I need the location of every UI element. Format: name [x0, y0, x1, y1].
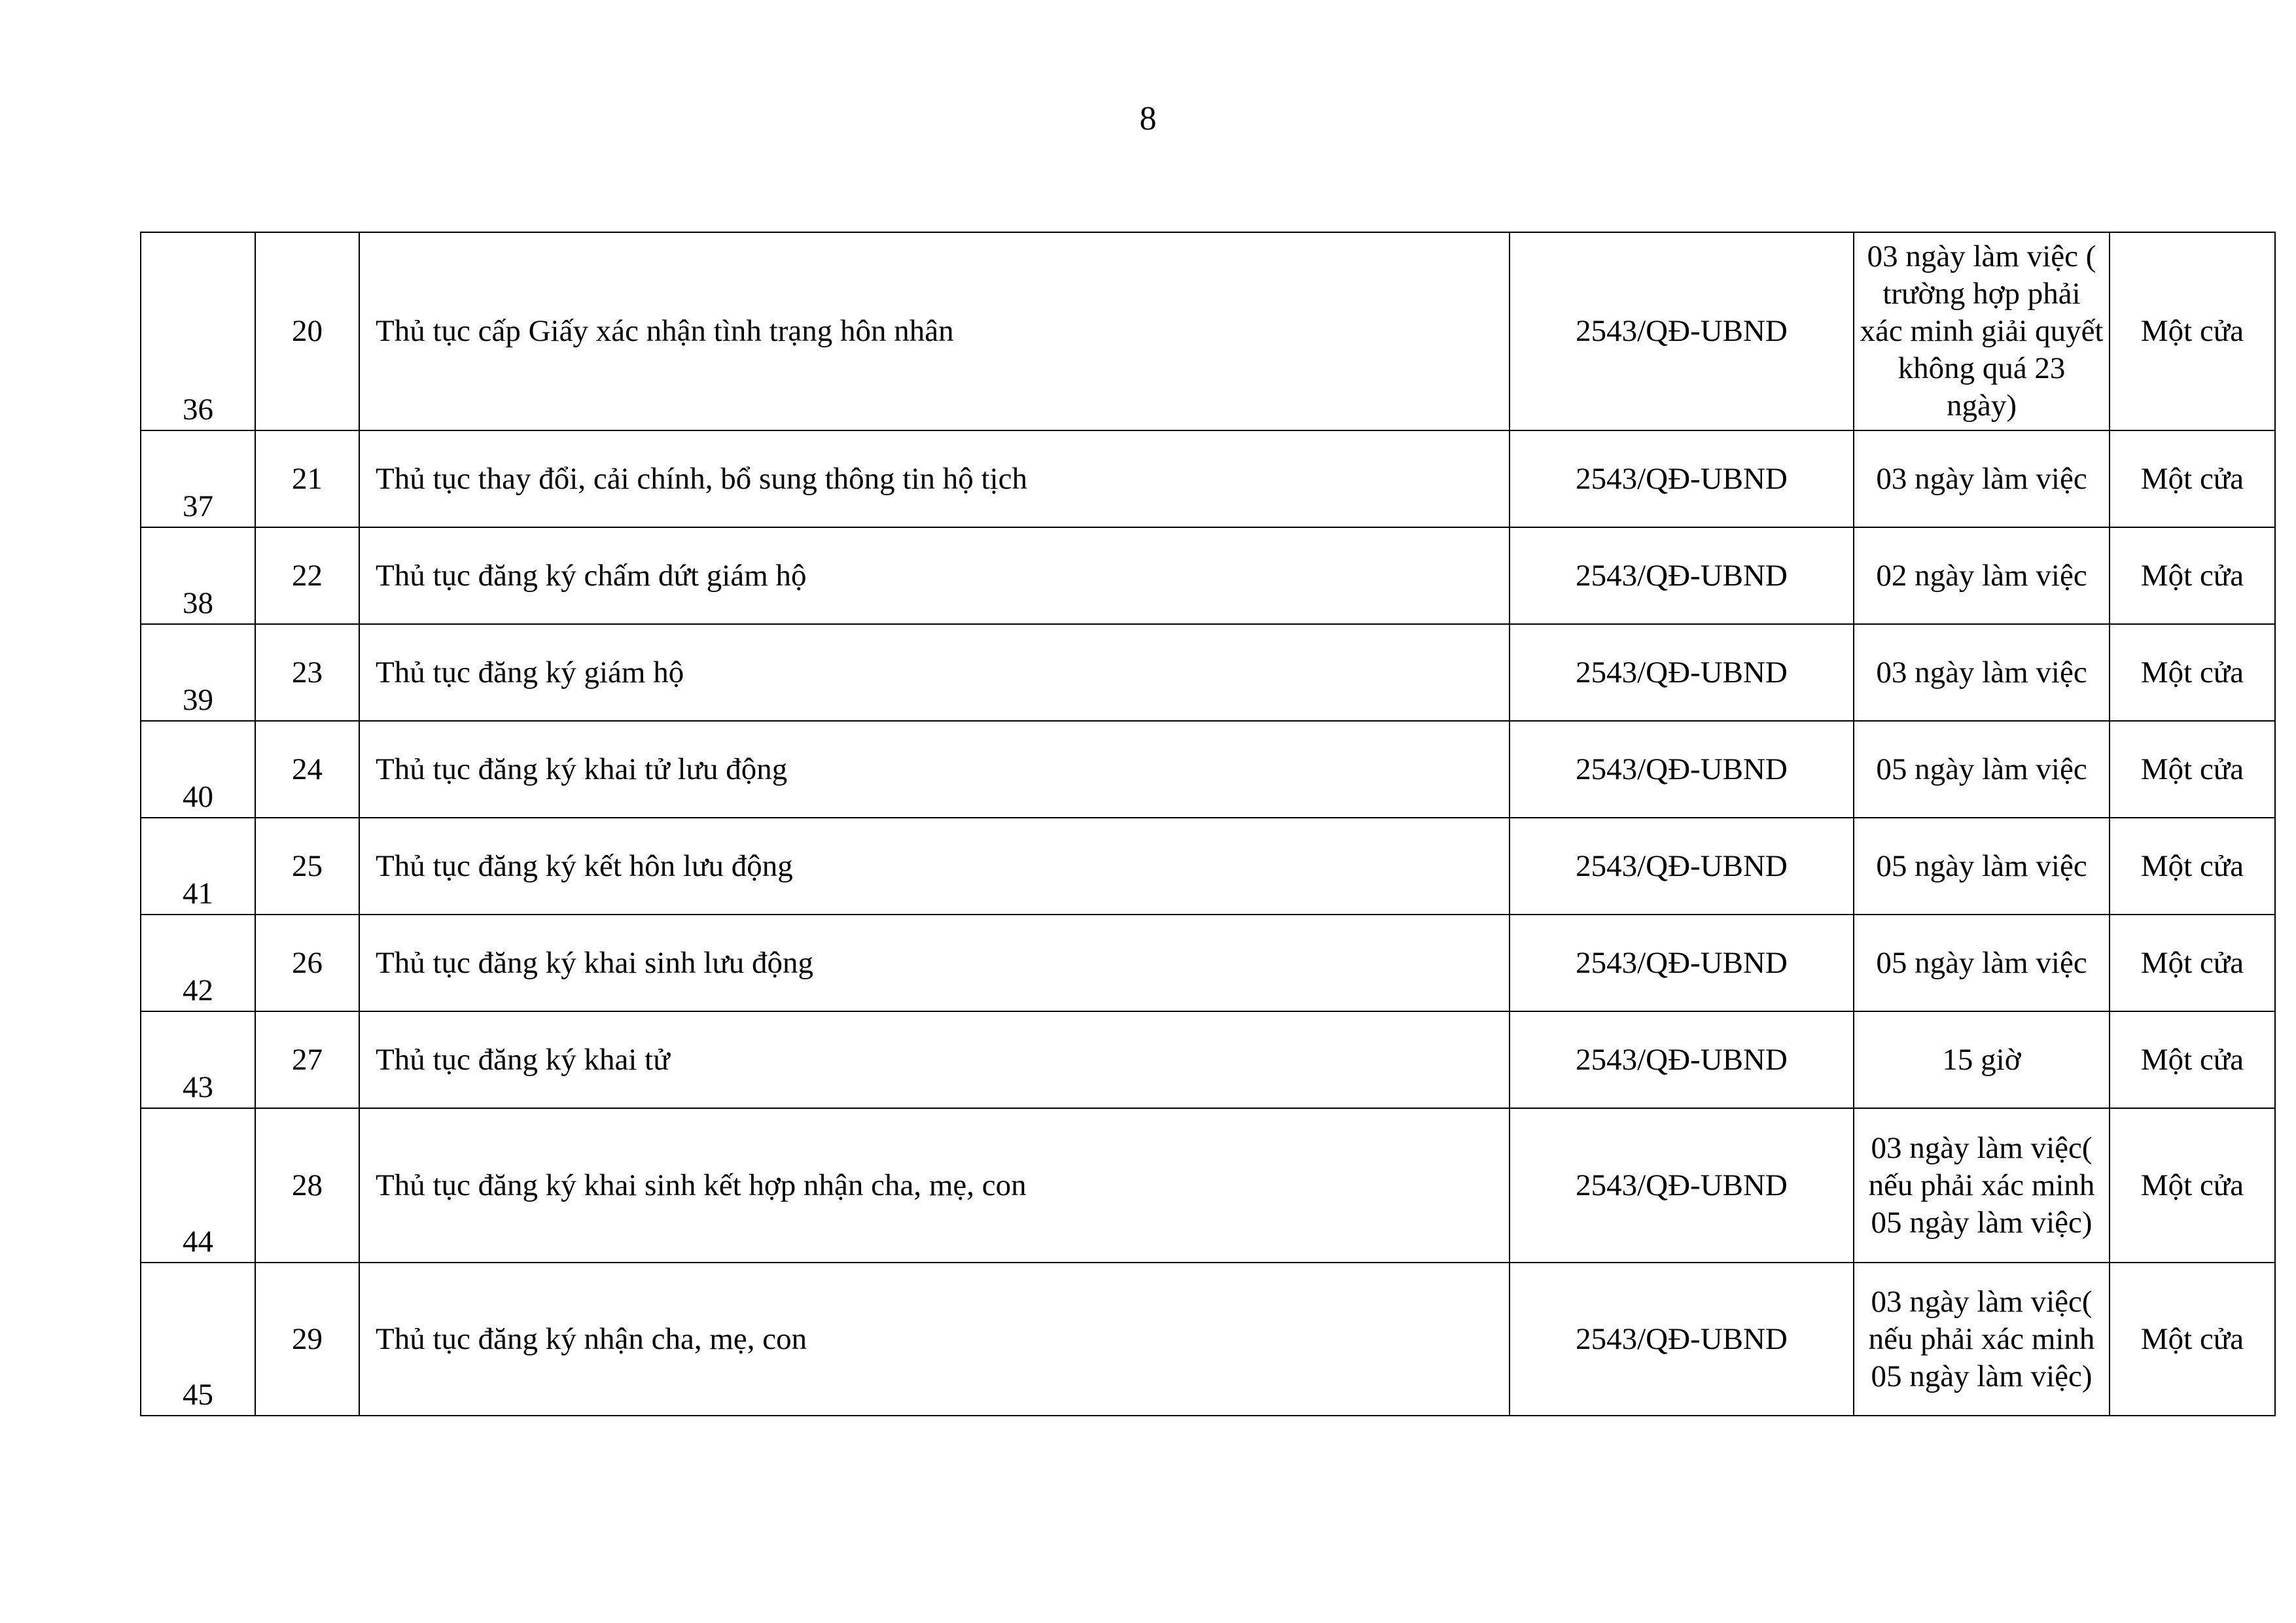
row-number: 42 [141, 915, 255, 1011]
decision-number: 2543/QĐ-UBND [1510, 915, 1854, 1011]
processing-time: 03 ngày làm việc [1854, 430, 2110, 527]
row-number: 40 [141, 721, 255, 818]
decision-number: 2543/QĐ-UBND [1510, 721, 1854, 818]
procedure-name: Thủ tục cấp Giấy xác nhận tình trạng hôn nhân [359, 232, 1510, 430]
processing-time: 15 giờ [1854, 1011, 2110, 1108]
mechanism: Một cửa [2110, 624, 2275, 721]
procedure-table [140, 232, 2276, 1416]
decision-number: 2543/QĐ-UBND [1510, 1263, 1854, 1416]
decision-number: 2543/QĐ-UBND [1510, 1108, 1854, 1263]
procedure-name: Thủ tục đăng ký giám hộ [359, 624, 1510, 721]
processing-time: 03 ngày làm việc( nếu phải xác minh 05 ngày làm việc) [1854, 1108, 2110, 1263]
processing-time: 05 ngày làm việc [1854, 818, 2110, 915]
procedure-name: Thủ tục đăng ký chấm dứt giám hộ [359, 527, 1510, 624]
row-number: 41 [141, 818, 255, 915]
sub-number: 25 [255, 818, 359, 915]
procedure-name: Thủ tục đăng ký khai tử lưu động [359, 721, 1510, 818]
sub-number: 26 [255, 915, 359, 1011]
mechanism: Một cửa [2110, 1263, 2275, 1416]
table-row [141, 232, 2275, 430]
row-number: 37 [141, 430, 255, 527]
table-row [141, 527, 2275, 624]
sub-number: 27 [255, 1011, 359, 1108]
procedure-name: Thủ tục thay đổi, cải chính, bổ sung thông tin hộ tịch [359, 430, 1510, 527]
row-number: 43 [141, 1011, 255, 1108]
procedure-name: Thủ tục đăng ký kết hôn lưu động [359, 818, 1510, 915]
processing-time: 03 ngày làm việc [1854, 624, 2110, 721]
decision-number: 2543/QĐ-UBND [1510, 527, 1854, 624]
table-row [141, 624, 2275, 721]
decision-number: 2543/QĐ-UBND [1510, 430, 1854, 527]
table-row [141, 1263, 2275, 1416]
row-number: 39 [141, 624, 255, 721]
table-row [141, 721, 2275, 818]
decision-number: 2543/QĐ-UBND [1510, 818, 1854, 915]
mechanism: Một cửa [2110, 1011, 2275, 1108]
processing-time: 03 ngày làm việc( nếu phải xác minh 05 ngày làm việc) [1854, 1263, 2110, 1416]
table-row [141, 1011, 2275, 1108]
processing-time: 03 ngày làm việc ( trường hợp phải xác minh giải quyết không quá 23 ngày) [1854, 232, 2110, 430]
table-row [141, 430, 2275, 527]
sub-number: 24 [255, 721, 359, 818]
processing-time: 05 ngày làm việc [1854, 915, 2110, 1011]
row-number: 38 [141, 527, 255, 624]
sub-number: 23 [255, 624, 359, 721]
table-row [141, 1108, 2275, 1263]
mechanism: Một cửa [2110, 232, 2275, 430]
procedure-name: Thủ tục đăng ký khai tử [359, 1011, 1510, 1108]
sub-number: 28 [255, 1108, 359, 1263]
row-number: 44 [141, 1108, 255, 1263]
sub-number: 20 [255, 232, 359, 430]
mechanism: Một cửa [2110, 1108, 2275, 1263]
mechanism: Một cửa [2110, 915, 2275, 1011]
sub-number: 22 [255, 527, 359, 624]
decision-number: 2543/QĐ-UBND [1510, 1011, 1854, 1108]
procedure-name: Thủ tục đăng ký khai sinh kết hợp nhận cha, mẹ, con [359, 1108, 1510, 1263]
procedure-name: Thủ tục đăng ký khai sinh lưu động [359, 915, 1510, 1011]
decision-number: 2543/QĐ-UBND [1510, 624, 1854, 721]
sub-number: 21 [255, 430, 359, 527]
processing-time: 05 ngày làm việc [1854, 721, 2110, 818]
sub-number: 29 [255, 1263, 359, 1416]
row-number: 45 [141, 1263, 255, 1416]
processing-time: 02 ngày làm việc [1854, 527, 2110, 624]
row-number: 36 [141, 232, 255, 430]
mechanism: Một cửa [2110, 527, 2275, 624]
table-row [141, 818, 2275, 915]
mechanism: Một cửa [2110, 721, 2275, 818]
mechanism: Một cửa [2110, 818, 2275, 915]
page-number: 8 [1139, 100, 1157, 137]
mechanism: Một cửa [2110, 430, 2275, 527]
procedure-name: Thủ tục đăng ký nhận cha, mẹ, con [359, 1263, 1510, 1416]
table-row [141, 915, 2275, 1011]
decision-number: 2543/QĐ-UBND [1510, 232, 1854, 430]
